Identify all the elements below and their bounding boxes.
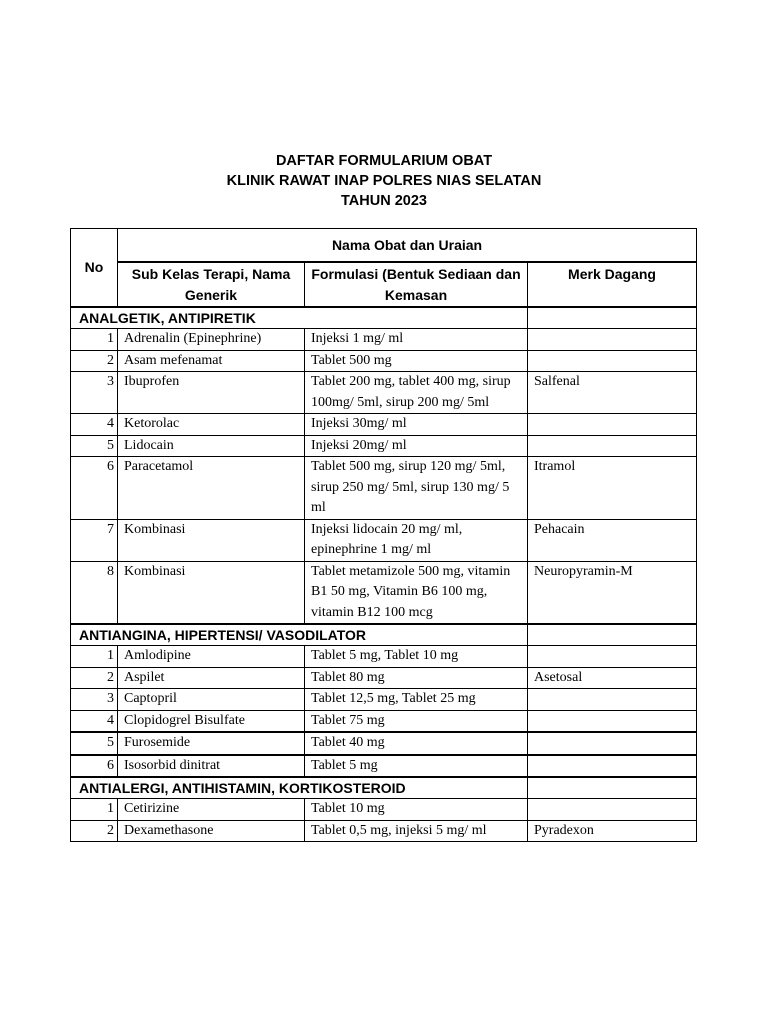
section-row: [71, 624, 697, 646]
cell-formulation: Tablet 40 mg: [305, 732, 528, 755]
cell-generic-name: Adrenalin (Epinephrine): [118, 329, 305, 351]
header-generic: Sub Kelas Terapi, Nama Generik: [118, 262, 305, 307]
cell-generic-name: Isosorbid dinitrat: [118, 755, 305, 778]
table-row: [71, 329, 697, 351]
cell-generic-name: Aspilet: [118, 667, 305, 689]
cell-no: 6: [71, 755, 118, 778]
cell-brand: [528, 689, 697, 711]
cell-brand: [528, 799, 697, 821]
document-title: [0, 151, 768, 211]
table-row: [71, 350, 697, 372]
header-group: Nama Obat dan Uraian: [118, 229, 697, 263]
table-row: [71, 414, 697, 436]
cell-formulation: Tablet 200 mg, tablet 400 mg, sirup 100mg/ 5ml, sirup 200 mg/ 5ml: [305, 372, 528, 414]
table-row: [71, 667, 697, 689]
table-row: [71, 755, 697, 778]
header-formulation: Formulasi (Bentuk Sediaan dan Kemasan: [305, 262, 528, 307]
cell-generic-name: Amlodipine: [118, 646, 305, 668]
title-line-2: KLINIK RAWAT INAP POLRES NIAS SELATAN: [226, 173, 542, 189]
section-row: [71, 777, 697, 799]
table-row: [71, 457, 697, 520]
cell-no: 2: [71, 350, 118, 372]
cell-generic-name: Furosemide: [118, 732, 305, 755]
cell-no: 2: [71, 820, 118, 842]
cell-brand: [528, 329, 697, 351]
cell-brand: Pehacain: [528, 519, 697, 561]
cell-formulation: Tablet 500 mg, sirup 120 mg/ 5ml, sirup 250 mg/ 5ml, sirup 130 mg/ 5 ml: [305, 457, 528, 520]
formulary-table: [70, 228, 697, 842]
cell-brand: Asetosal: [528, 667, 697, 689]
cell-no: 7: [71, 519, 118, 561]
cell-generic-name: Clopidogrel Bisulfate: [118, 710, 305, 732]
table-row: [71, 435, 697, 457]
table-row: [71, 646, 697, 668]
cell-formulation: Tablet 80 mg: [305, 667, 528, 689]
cell-no: 6: [71, 457, 118, 520]
section-title: ANTIALERGI, ANTIHISTAMIN, KORTIKOSTEROID: [71, 777, 528, 799]
section-empty-cell: [528, 307, 697, 329]
cell-generic-name: Paracetamol: [118, 457, 305, 520]
table-row: [71, 561, 697, 624]
cell-no: 1: [71, 329, 118, 351]
table-body: [71, 307, 697, 842]
cell-brand: [528, 414, 697, 436]
table-row: [71, 799, 697, 821]
cell-no: 1: [71, 646, 118, 668]
cell-no: 4: [71, 710, 118, 732]
section-empty-cell: [528, 777, 697, 799]
cell-generic-name: Lidocain: [118, 435, 305, 457]
table-row: [71, 710, 697, 732]
cell-no: 4: [71, 414, 118, 436]
cell-formulation: Injeksi 20mg/ ml: [305, 435, 528, 457]
table-row: [71, 820, 697, 842]
cell-formulation: Tablet 12,5 mg, Tablet 25 mg: [305, 689, 528, 711]
header-brand: Merk Dagang: [528, 262, 697, 307]
cell-formulation: Injeksi 30mg/ ml: [305, 414, 528, 436]
cell-generic-name: Kombinasi: [118, 519, 305, 561]
cell-brand: [528, 646, 697, 668]
section-title: ANALGETIK, ANTIPIRETIK: [71, 307, 528, 329]
section-empty-cell: [528, 624, 697, 646]
cell-brand: [528, 350, 697, 372]
section-row: [71, 307, 697, 329]
cell-formulation: Tablet metamizole 500 mg, vitamin B1 50 mg, Vitamin B6 100 mg, vitamin B12 100 mcg: [305, 561, 528, 624]
cell-generic-name: Ibuprofen: [118, 372, 305, 414]
cell-formulation: Tablet 500 mg: [305, 350, 528, 372]
cell-formulation: Tablet 0,5 mg, injeksi 5 mg/ ml: [305, 820, 528, 842]
cell-brand: [528, 732, 697, 755]
cell-generic-name: Cetirizine: [118, 799, 305, 821]
cell-no: 5: [71, 435, 118, 457]
cell-formulation: Tablet 75 mg: [305, 710, 528, 732]
cell-no: 8: [71, 561, 118, 624]
cell-no: 3: [71, 372, 118, 414]
cell-brand: Pyradexon: [528, 820, 697, 842]
cell-formulation: Injeksi 1 mg/ ml: [305, 329, 528, 351]
cell-generic-name: Ketorolac: [118, 414, 305, 436]
cell-formulation: Tablet 5 mg, Tablet 10 mg: [305, 646, 528, 668]
title-line-3: TAHUN 2023: [341, 193, 427, 209]
cell-generic-name: Dexamethasone: [118, 820, 305, 842]
cell-no: 2: [71, 667, 118, 689]
table-row: [71, 732, 697, 755]
cell-generic-name: Kombinasi: [118, 561, 305, 624]
cell-formulation: Tablet 10 mg: [305, 799, 528, 821]
cell-brand: [528, 755, 697, 778]
cell-generic-name: Captopril: [118, 689, 305, 711]
cell-brand: Itramol: [528, 457, 697, 520]
table-row: [71, 519, 697, 561]
cell-brand: [528, 710, 697, 732]
cell-no: 5: [71, 732, 118, 755]
cell-generic-name: Asam mefenamat: [118, 350, 305, 372]
table-row: [71, 372, 697, 414]
cell-formulation: Injeksi lidocain 20 mg/ ml, epinephrine 1 mg/ ml: [305, 519, 528, 561]
cell-no: 3: [71, 689, 118, 711]
cell-brand: Salfenal: [528, 372, 697, 414]
cell-formulation: Tablet 5 mg: [305, 755, 528, 778]
cell-brand: Neuropyramin-M: [528, 561, 697, 624]
cell-brand: [528, 435, 697, 457]
title-line-1: DAFTAR FORMULARIUM OBAT: [275, 153, 493, 169]
cell-no: 1: [71, 799, 118, 821]
table-row: [71, 689, 697, 711]
section-title: ANTIANGINA, HIPERTENSI/ VASODILATOR: [71, 624, 528, 646]
header-no: No: [71, 229, 118, 308]
